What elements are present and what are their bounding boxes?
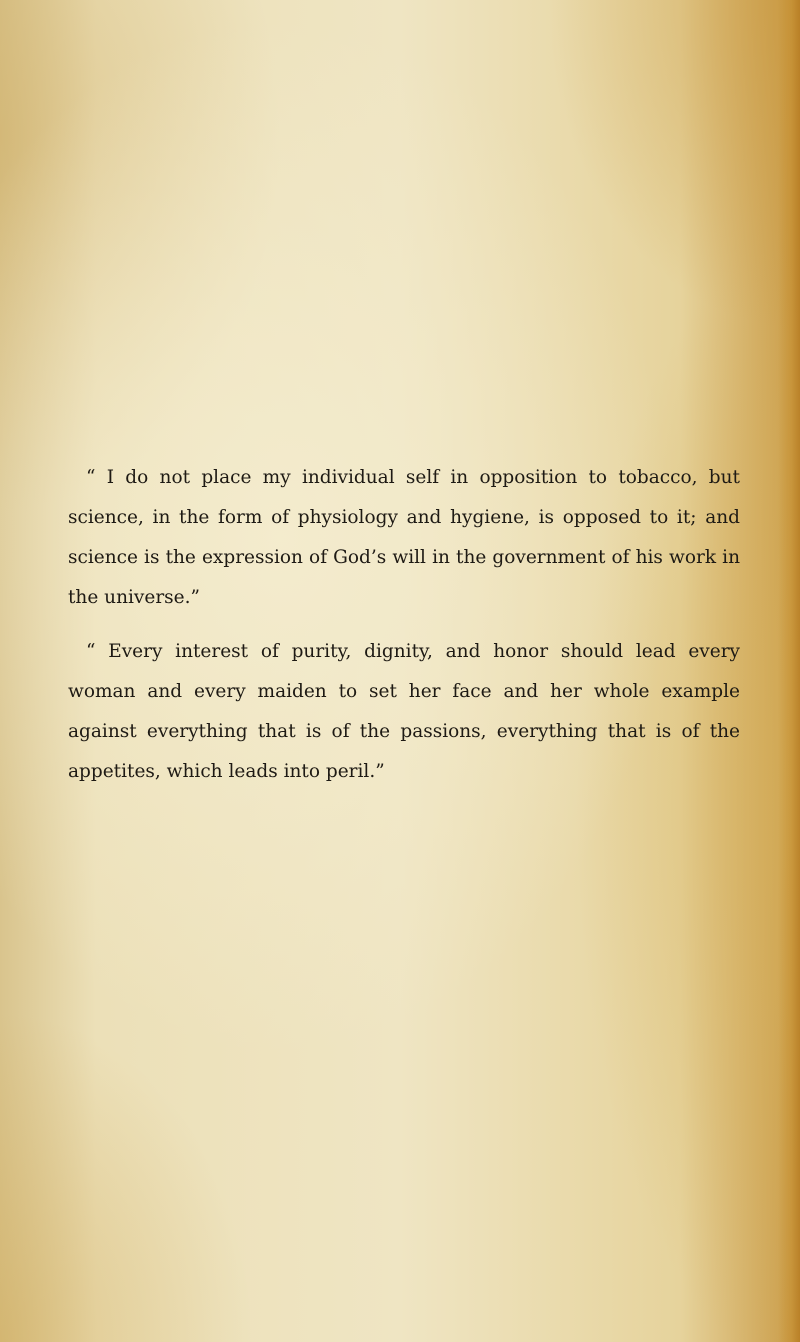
quote-text-block (68, 458, 740, 792)
quote-paragraph-tobacco: “ I do not place my individual self in opposition to tobacco, but science, in the form of physiology and hygiene, is opposed to it; and science is the expression of God’s will in the government of his work in the universe.” (68, 467, 740, 608)
quote-paragraph-purity: “ Every interest of purity, dignity, and honor should lead every woman and every maiden to set her face and her whole example against everything that is of the passions, everything that is of the appetites, which leads into peril.” (68, 641, 740, 782)
page-edge-stain (778, 0, 800, 1342)
